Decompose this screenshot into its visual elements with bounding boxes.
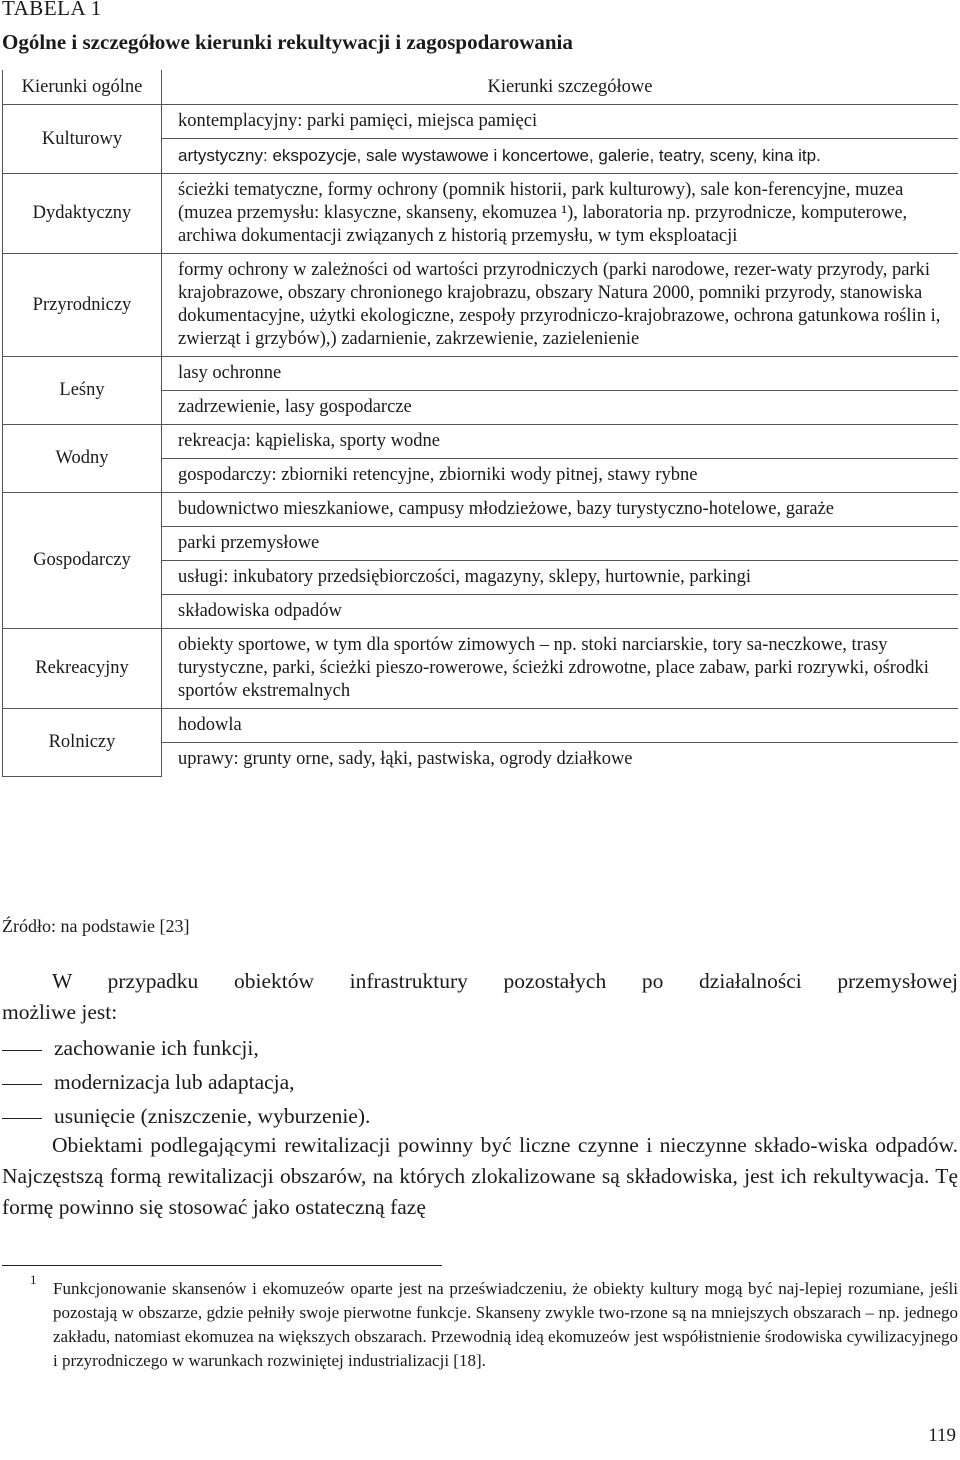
- table-row: [3, 254, 959, 357]
- general-direction: Wodny: [3, 425, 162, 493]
- table-label: TABELA 1: [2, 0, 102, 20]
- col-header-detailed: Kierunki szczegółowe: [162, 70, 959, 105]
- table-source: Źródło: na podstawie [23]: [2, 916, 190, 936]
- detailed-direction: uprawy: grunty orne, sady, łąki, pastwiska, ogrody działkowe: [178, 749, 633, 769]
- dash-icon: [2, 1118, 42, 1119]
- detailed-direction: parki przemysłowe: [162, 527, 959, 561]
- general-direction: Przyrodniczy: [3, 254, 162, 357]
- body-paragraph-2: Obiektami podlegającymi rewitalizacji powinny być liczne czynne i nieczynne składo-wiska odpadów. Najczęstszą formą rewitalizacji obszarów, na których zlokalizowane są składowiska, jest ich rekultywacja. Tę formę powinno się stosować jako ostateczną fazę: [2, 1133, 958, 1219]
- list-item: modernizacja lub adaptacja,: [2, 1065, 370, 1099]
- general-direction: Dydaktyczny: [3, 174, 162, 254]
- directions-table: [2, 70, 958, 777]
- footnote-divider: [2, 1265, 442, 1266]
- table-row: [3, 105, 959, 139]
- table-row: [3, 709, 959, 743]
- paragraph-line: możliwe jest:: [2, 1000, 118, 1024]
- detailed-direction: usługi: inkubatory przedsiębiorczości, magazyny, sklepy, hurtownie, parkingi: [162, 561, 959, 595]
- dash-icon: [2, 1084, 42, 1085]
- detailed-direction: artystyczny: ekspozycje, sale wystawowe i koncertowe, galerie, teatry, sceny, kina itp.: [162, 139, 959, 174]
- detailed-direction: zadrzewienie, lasy gospodarcze: [162, 391, 959, 425]
- bullet-list: [2, 1031, 370, 1133]
- table-row: [3, 493, 959, 527]
- detailed-direction: składowiska odpadów: [162, 595, 959, 629]
- table-row: [3, 629, 959, 709]
- general-direction: Gospodarczy: [3, 493, 162, 629]
- dash-icon: [2, 1050, 42, 1051]
- table-row: [3, 174, 959, 254]
- general-direction: Rolniczy: [3, 709, 162, 777]
- general-direction: Rekreacyjny: [3, 629, 162, 709]
- detailed-direction: lasy ochronne: [162, 357, 959, 391]
- footnote-number: 1: [30, 1272, 37, 1287]
- general-direction: Leśny: [3, 357, 162, 425]
- page-number: 119: [928, 1425, 956, 1446]
- detailed-direction: ścieżki tematyczne, formy ochrony (pomnik historii, park kulturowy), sale kon-ferencyjne, muzea (muzea przemysłu: klasyczne, skanseny, ekomuzea ¹), laboratoria np. przyrodnicze, komputerowe, archiwa dokumentacji związanych z historią przemysłu, w tym eksploatacji: [162, 174, 959, 254]
- detailed-direction: hodowla: [162, 709, 959, 743]
- paragraph-line: W przypadku obiektów infrastruktury pozostałych po działalności przemysłowej: [52, 969, 958, 993]
- footnote-text: Funkcjonowanie skansenów i ekomuzeów oparte jest na przeświadczeniu, że obiekty kultury mogą być naj-lepiej rozumiane, jeśli pozostają w obszarze, gdzie pełniły swoje pierwotne funkcje. Skanseny zwykle two-rzone są na mniejszych obszarach – np. jednego zakładu, natomiast ekomuzea na większych obszarach. Przewodnią ideą ekomuzeów jest współistnienie środowiska cywilizacyjnego i przyrodniczego w warunkach rozwiniętej industrializacji [18].: [53, 1279, 958, 1370]
- general-direction: Kulturowy: [3, 105, 162, 174]
- body-paragraph-1: [2, 966, 958, 1028]
- table-header-row: [3, 70, 959, 105]
- detailed-direction: budownictwo mieszkaniowe, campusy młodzieżowe, bazy turystyczno-hotelowe, garaże: [162, 493, 959, 527]
- table-row: [3, 425, 959, 459]
- detailed-direction: formy ochrony w zależności od wartości przyrodniczych (parki narodowe, rezer-waty przyrody, parki krajobrazowe, obszary chronionego krajobrazu, obszary Natura 2000, pomniki przyrody, stanowiska dokumentacyjne, użytki ekologiczne, zespoły przyrodniczo-krajobrazowe, ochrona gatunkowa roślin i, zwierząt i grzybów),) zadarnienie, zakrzewienie, zazielenienie: [162, 254, 959, 357]
- list-item: zachowanie ich funkcji,: [2, 1031, 370, 1065]
- detailed-direction: kontemplacyjny: parki pamięci, miejsca pamięci: [162, 105, 959, 139]
- list-item: usunięcie (zniszczenie, wyburzenie).: [2, 1099, 370, 1133]
- table-row: [3, 357, 959, 391]
- col-header-general: Kierunki ogólne: [3, 70, 162, 105]
- detailed-direction: gospodarczy: zbiorniki retencyjne, zbiorniki wody pitnej, stawy rybne: [162, 459, 959, 493]
- detailed-direction: rekreacja: kąpieliska, sporty wodne: [162, 425, 959, 459]
- detailed-direction: obiekty sportowe, w tym dla sportów zimowych – np. stoki narciarskie, tory sa-neczkowe, trasy turystyczne, parki, ścieżki pieszo-rowerowe, ścieżki zdrowotne, place zabaw, parki rozrywki, ośrodki sportów ekstremalnych: [162, 629, 959, 709]
- table-title: Ogólne i szczegółowe kierunki rekultywacji i zagospodarowania: [2, 30, 573, 54]
